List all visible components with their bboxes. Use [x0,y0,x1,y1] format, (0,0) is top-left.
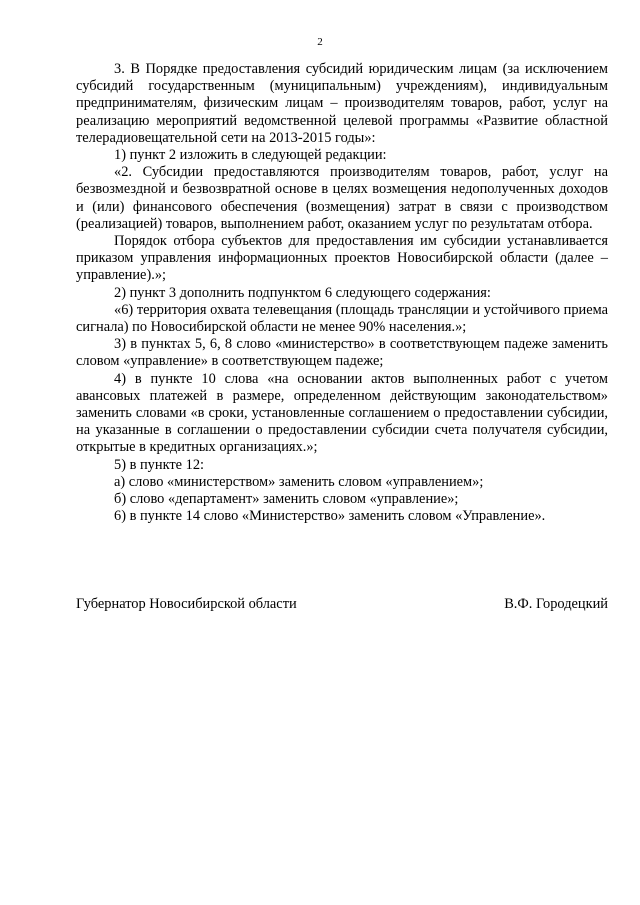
paragraph-item-3-amendment: 3. В Порядке предоставления субсидий юридическим лицам (за исключением субсидий государственным (муниципальным) учреждениям), индивидуальным предпринимателям, физическим лицам – производителям товаров, работ, услуг на реализацию мероприятий ведомственной целевой программы «Развитие областной телерадиовещательной сети на 2013-2015 годы»: [76,61,608,146]
paragraph-subitem-5a: а) слово «министерством» заменить словом «управлением»; [114,473,484,490]
page-number: 2 [317,36,323,48]
paragraph-subitem-6: 6) в пункте 14 слово «Министерство» заменить словом «Управление». [114,508,546,525]
document-body [76,61,608,525]
signatory-title: Губернатор Новосибирской области [76,596,297,612]
signatory-name: В.Ф. Городецкий [504,596,608,612]
paragraph-selection-order: Порядок отбора субъектов для предоставления им субсидии устанавливается приказом управления информационных проектов Новосибирской области (далее – управление).»; [76,233,608,284]
paragraph-subitem-5b: б) слово «департамент» заменить словом «управление»; [114,491,459,508]
paragraph-subitem-1: 1) пункт 2 изложить в следующей редакции: [114,147,387,164]
paragraph-subitem-5: 5) в пункте 12: [114,456,205,473]
paragraph-point-2-text: «2. Субсидии предоставляются производителям товаров, работ, услуг на безвозмездной и безвозвратной основе в целях возмещения недополученных доходов и (или) финансового обеспечения (возмещения) затрат в связи с производством (реализацией) товаров, выполнением работ, оказанием услуг по результатам отбора. [76,164,608,232]
paragraph-subitem-2: 2) пункт 3 дополнить подпунктом 6 следующего содержания: [114,284,491,301]
paragraph-subitem-4: 4) в пункте 10 слова «на основании актов выполненных работ с учетом авансовых платежей в размере, определенном действующим законодательством» заменить словами «в сроки, установленные соглашением о предоставлении субсидии, на указанные в соглашении о предоставлении субсидии счета получателя субсидии, открытые в кредитных организациях.»; [76,370,608,456]
paragraph-subpoint-6-text: «6) территория охвата телевещания (площадь трансляции и устойчивого приема сигнала) по Новосибирской области не менее 90% населения.»; [76,301,608,336]
paragraph-subitem-3: 3) в пунктах 5, 6, 8 слово «министерство» в соответствующем падеже заменить словом «управление» в соответствующем падеже; [76,336,608,370]
